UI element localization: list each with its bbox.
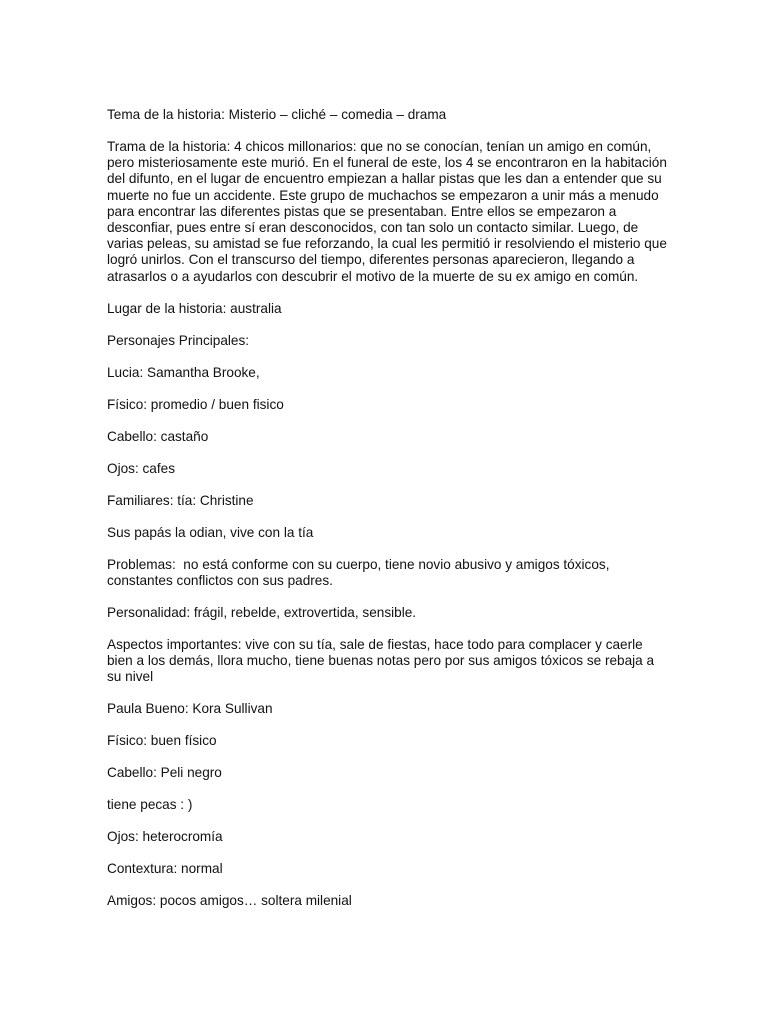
character-paula-hair: Cabello: Peli negro	[107, 765, 222, 781]
character-paula-physique: Físico: buen físico	[107, 733, 217, 749]
character-lucia-hair: Cabello: castaño	[107, 428, 209, 444]
character-lucia-family: Familiares: tía: Christine	[107, 492, 254, 508]
character-paula-eyes: Ojos: heterocromía	[107, 829, 223, 845]
story-theme: Tema de la historia: Misterio – cliché – comedia – drama	[107, 107, 447, 122]
character-lucia-parents: Sus papás la odian, vive con la tía	[107, 524, 314, 540]
character-lucia-personality: Personalidad: frágil, rebelde, extrovertida, sensible.	[107, 604, 417, 620]
character-lucia-name: Lucia: Samantha Brooke,	[107, 364, 260, 380]
document-body	[107, 107, 671, 925]
character-paula-friends: Amigos: pocos amigos… soltera milenial	[107, 893, 352, 909]
character-lucia-eyes: Ojos: cafes	[107, 460, 175, 476]
story-location: Lugar de la historia: australia	[107, 300, 282, 316]
story-plot: Trama de la historia: 4 chicos millonarios: que no se conocían, tenían un amigo en común, pero misteriosamente este murió. En el funeral de este, los 4 se encontraron en la habitación del difunto, en el lugar de encuentro empiezan a hallar pistas que les dan a entender que su muerte no fue un accidente. Este grupo de muchachos se empezaron a unir más a menudo para encontrar las diferentes pistas que se presentaban. Entre ellos se empezaron a desconfiar, pues entre sí eran desconocidos, con tan solo un contacto similar. Luego, de varias peleas, su amistad se fue reforzando, la cual les permitió ir resolviendo el misterio que logró unirlos. Con el transcurso del tiempo, diferentes personas aparecieron, llegando a atrasarlos o a ayudarlos con descubrir el motivo de la muerte de su ex amigo en común.	[107, 139, 671, 284]
character-lucia-problems: Problemas: no está conforme con su cuerpo, tiene novio abusivo y amigos tóxicos, constantes conflictos con sus padres.	[107, 556, 614, 588]
character-lucia-important-aspects: Aspectos importantes: vive con su tía, sale de fiestas, hace todo para complacer y caerle bien a los demás, llora mucho, tiene buenas notas pero por sus amigos tóxicos se rebaja a su nivel	[107, 636, 658, 685]
character-paula-build: Contextura: normal	[107, 861, 223, 877]
character-paula-freckles: tiene pecas : )	[107, 797, 193, 813]
character-lucia-physique: Físico: promedio / buen fisico	[107, 396, 284, 412]
main-characters-heading: Personajes Principales:	[107, 332, 250, 348]
character-paula-name: Paula Bueno: Kora Sullivan	[107, 701, 273, 717]
